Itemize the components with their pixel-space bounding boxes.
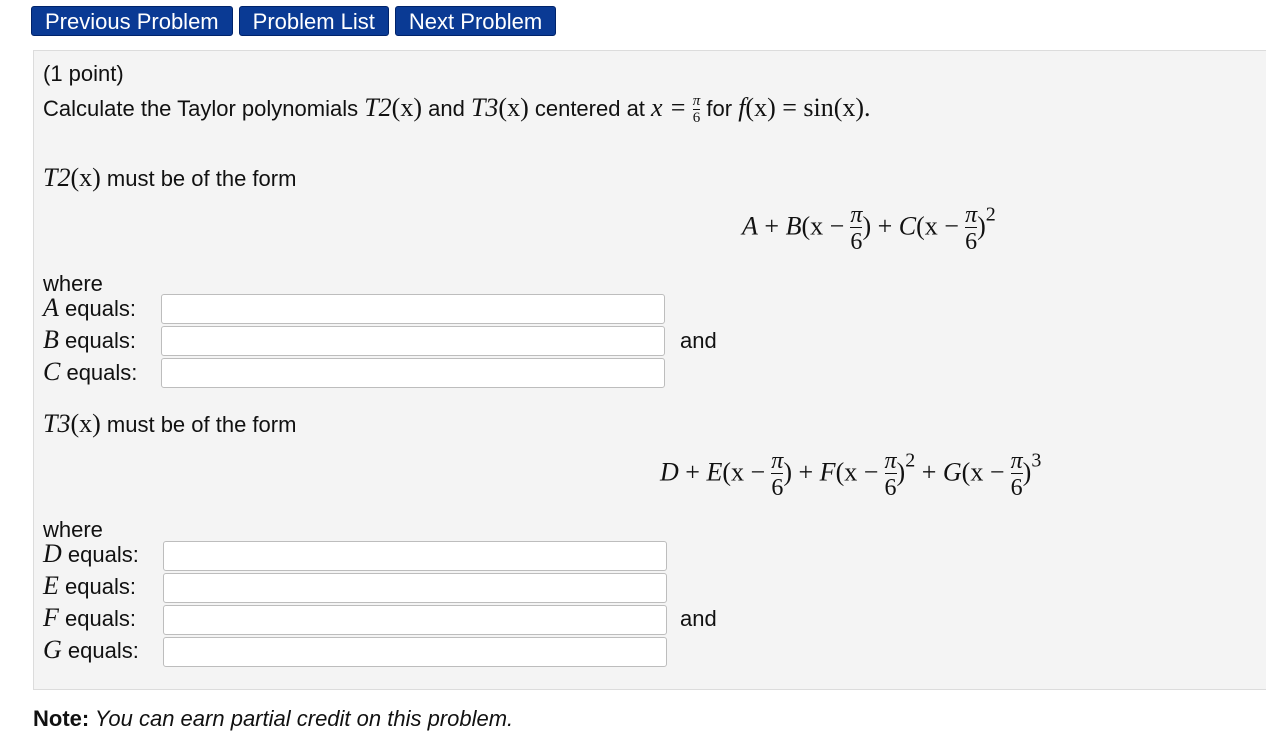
t2-arg: (x) bbox=[391, 93, 422, 122]
b-answer-input[interactable] bbox=[161, 326, 665, 356]
c-symbol: C bbox=[43, 357, 61, 386]
t2-where-label: where bbox=[43, 271, 103, 296]
t3-intro-text: must be of the form bbox=[100, 412, 297, 437]
t3-symbol: T3 bbox=[470, 93, 499, 122]
f-answer-input[interactable] bbox=[163, 605, 667, 635]
c-equals-text: equals: bbox=[60, 360, 138, 385]
t2-form-frac1 bbox=[850, 203, 862, 254]
t3-form-G: G bbox=[942, 457, 962, 487]
problem-panel bbox=[33, 50, 1266, 690]
t2-form-A: A bbox=[742, 211, 758, 241]
d-answer-input[interactable] bbox=[163, 541, 667, 571]
t2-intro-text: must be of the form bbox=[100, 166, 297, 191]
statement-centered-at: centered at bbox=[528, 96, 652, 121]
t2-frac2-six: 6 bbox=[965, 229, 978, 255]
t3-form-close1: ) bbox=[783, 457, 792, 487]
t3-and-label: and bbox=[680, 606, 717, 631]
next-problem-button[interactable]: Next Problem bbox=[395, 6, 556, 36]
t3-frac1-pi: π bbox=[771, 448, 784, 474]
a-equals-text: equals: bbox=[58, 296, 136, 321]
t3-form-frac3 bbox=[1011, 449, 1023, 500]
center-six: 6 bbox=[692, 110, 701, 127]
t2-form-open1: (x − bbox=[801, 211, 845, 241]
t3-form-close3: ) bbox=[1022, 457, 1032, 487]
b-equals-text: equals: bbox=[58, 328, 136, 353]
t2-symbol: T2 bbox=[364, 93, 392, 122]
previous-problem-button[interactable]: Previous Problem bbox=[31, 6, 233, 36]
statement-for: for bbox=[700, 96, 739, 121]
a-symbol: A bbox=[43, 293, 59, 322]
f-symbol: F bbox=[43, 603, 59, 632]
points-label: (1 point) bbox=[43, 61, 124, 86]
t3-form-D: D bbox=[660, 457, 679, 487]
t2-form-pow2: 2 bbox=[985, 203, 996, 226]
t3-form-pow2: 2 bbox=[905, 449, 916, 472]
t3-frac2-six: 6 bbox=[884, 475, 897, 501]
t3-form-frac1 bbox=[771, 449, 783, 500]
center-x-eq: x = bbox=[651, 93, 687, 122]
t2-and-label: and bbox=[680, 328, 717, 353]
t3-where-label: where bbox=[43, 517, 103, 542]
d-symbol: D bbox=[43, 539, 62, 568]
t2-form-formula bbox=[742, 203, 996, 254]
note-label: Note: bbox=[33, 706, 90, 731]
f-equals-text: equals: bbox=[58, 606, 136, 631]
t3-form-F: F bbox=[819, 457, 836, 487]
t2-intro bbox=[43, 163, 296, 193]
t2-frac2-pi: π bbox=[965, 202, 978, 228]
e-equals-text: equals: bbox=[58, 574, 136, 599]
e-label bbox=[43, 571, 136, 601]
center-pi: π bbox=[692, 93, 701, 110]
e-symbol: E bbox=[43, 571, 59, 600]
t2-intro-arg: (x) bbox=[70, 163, 101, 192]
t3-form-formula bbox=[660, 449, 1041, 500]
t2-intro-symbol: T2 bbox=[43, 163, 71, 192]
b-symbol: B bbox=[43, 325, 59, 354]
t2-form-frac2 bbox=[965, 203, 977, 254]
problem-statement bbox=[43, 93, 871, 126]
t2-form-open2: (x − bbox=[916, 211, 959, 241]
note-text: You can earn partial credit on this problem. bbox=[89, 706, 514, 731]
t3-form-open3: (x − bbox=[961, 457, 1005, 487]
problem-list-button[interactable]: Problem List bbox=[239, 6, 389, 36]
t3-form-E: E bbox=[706, 457, 723, 487]
t3-frac3-six: 6 bbox=[1010, 475, 1023, 501]
f-label bbox=[43, 603, 136, 633]
c-answer-input[interactable] bbox=[161, 358, 665, 388]
g-equals-text: equals: bbox=[61, 638, 139, 663]
t2-form-C: C bbox=[898, 211, 917, 241]
t3-form-plus2: + bbox=[792, 457, 820, 487]
t3-form-open1: (x − bbox=[722, 457, 766, 487]
t2-form-close1: ) bbox=[862, 211, 872, 241]
statement-prefix: Calculate the Taylor polynomials bbox=[43, 96, 365, 121]
g-symbol: G bbox=[43, 635, 62, 664]
t3-form-plus3: + bbox=[915, 457, 943, 487]
g-label bbox=[43, 635, 139, 665]
t3-arg: (x) bbox=[498, 93, 529, 122]
t2-frac1-pi: π bbox=[850, 202, 863, 228]
t3-intro-arg: (x) bbox=[70, 409, 101, 438]
t3-form-plus1: + bbox=[678, 457, 707, 487]
b-label bbox=[43, 325, 136, 355]
t3-frac1-six: 6 bbox=[771, 475, 784, 501]
function-definition: (x) = sin(x). bbox=[745, 93, 871, 122]
t2-form-B: B bbox=[785, 211, 802, 241]
t3-intro bbox=[43, 409, 296, 439]
c-label bbox=[43, 357, 137, 387]
t2-form-plus2: + bbox=[871, 211, 899, 241]
t3-form-close2: ) bbox=[896, 457, 906, 487]
d-equals-text: equals: bbox=[61, 542, 139, 567]
a-answer-input[interactable] bbox=[161, 294, 665, 324]
t3-form-pow3: 3 bbox=[1031, 449, 1042, 472]
t3-intro-symbol: T3 bbox=[43, 409, 71, 438]
t3-frac3-pi: π bbox=[1010, 448, 1023, 474]
e-answer-input[interactable] bbox=[163, 573, 667, 603]
statement-and: and bbox=[422, 96, 471, 121]
a-label bbox=[43, 293, 136, 323]
t3-form-open2: (x − bbox=[835, 457, 879, 487]
problem-nav bbox=[31, 6, 556, 36]
partial-credit-note bbox=[33, 706, 513, 732]
t2-form-plus1: + bbox=[757, 211, 786, 241]
t3-form-frac2 bbox=[885, 449, 897, 500]
function-f: f bbox=[738, 93, 746, 122]
t2-form-close2: ) bbox=[977, 211, 986, 241]
d-label bbox=[43, 539, 139, 569]
t3-frac2-pi: π bbox=[884, 448, 897, 474]
t2-frac1-six: 6 bbox=[850, 229, 863, 255]
g-answer-input[interactable] bbox=[163, 637, 667, 667]
